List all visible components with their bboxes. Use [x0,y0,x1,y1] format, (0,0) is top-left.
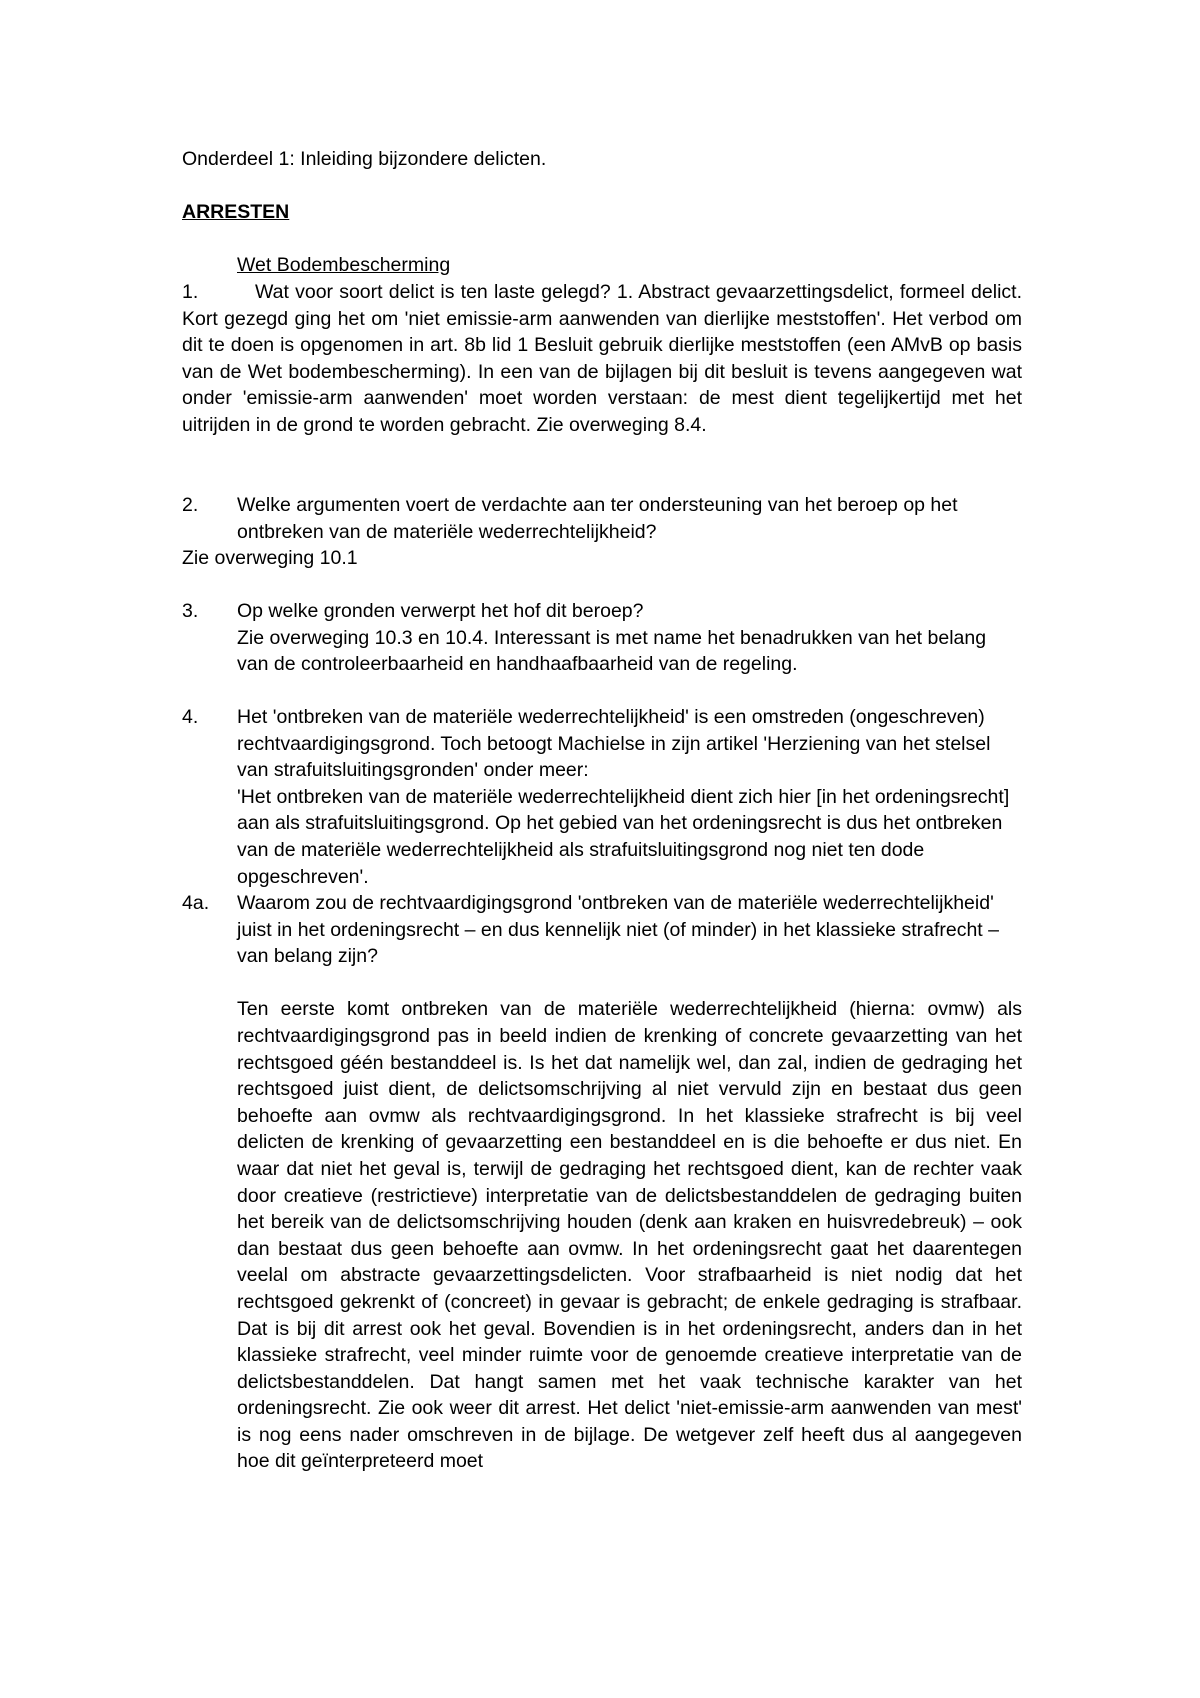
item-question: Welke argumenten voert de verdachte aan ter ondersteuning van het beroep op het ontbreken van de materiële wederrechtelijkheid? [237,494,958,543]
subheading: Wet Bodembescherming [237,254,451,276]
item-answer: Zie overweging 10.3 en 10.4. Interessant is met name het benadrukken van het belang van de controleerbaarheid en handhaafbaarheid van de regeling. [237,626,987,676]
item-number: 3. [182,600,199,622]
item-text: Het 'ontbreken van de materiële wederrechtelijkheid' is een omstreden (ongeschreven) rechtvaardigingsgrond. Toch betoogt Machielse in zijn artikel 'Herziening van het stelsel van strafuitsluitingsgronden' onder meer: [237,706,991,782]
item-number: 2. [182,494,199,516]
section-title: Onderdeel 1: Inleiding bijzondere delicten. [182,148,547,170]
item-2 [182,492,1022,572]
item-1 [182,279,1022,439]
item-number: 4. [182,706,199,728]
item-question: Waarom zou de rechtvaardigingsgrond 'ontbreken van de materiële wederrechtelijkheid' juist in het ordeningsrecht – en dus kennelijk niet (of minder) in het klassieke strafrecht – van belang zijn? [237,892,999,968]
item-question: Op welke gronden verwerpt het hof dit beroep? [237,600,644,622]
item-3 [182,598,1022,678]
item-quote: 'Het ontbreken van de materiële wederrechtelijkheid dient zich hier [in het ordeningsrecht] aan als strafuitsluitingsgrond. Op het gebied van het ordeningsrecht is dus het ontbreken van de materiële wederrechtelijkheid als strafuitsluitingsgrond nog niet ten dode opgeschreven'. [237,785,1010,888]
item-4 [182,704,1022,890]
item-number: 1. [182,281,199,303]
item-number: 4a. [182,892,210,914]
item-answer: Ten eerste komt ontbreken van de materiële wederrechtelijkheid (hierna: ovmw) als rechtvaardigingsgrond pas in beeld indien de krenking of concrete gevaarzetting van het rechtsgoed géén bestanddeel is. Is het dat namelijk wel, dan zal, indien de gedraging het rechtsgoed juist dient, de delictsomschrijving al niet vervuld zijn en bestaat dus geen behoefte aan ovmw als rechtvaardigingsgrond. In het klassieke strafrecht is bij veel delicten de krenking of gevaarzetting een bestanddeel en is die behoefte er dus niet. En waar dat niet het geval is, terwijl de gedraging het rechtsgoed dient, kan de rechter vaak door creatieve (restrictieve) interpretatie van de delictsbestanddelen de gedraging buiten het bereik van de delictsomschrijving houden (denk aan kraken en huisvredebreuk) – ook dan bestaat dus geen behoefte aan ovmw. In het ordeningsrecht gaat het daarentegen veelal om abstracte gevaarzettingsdelicten. Voor strafbaarheid is niet nodig dat het rechtsgoed gekrenkt of (concreet) in gevaar is gebracht; de enkele gedraging is strafbaar. Dat is bij dit arrest ook het geval. Bovendien is in het ordeningsrecht, anders dan in het klassieke strafrecht, veel minder ruimte voor de genoemde creatieve interpretatie van de delictsbestanddelen. Dat hangt samen met het vaak technische karakter van het ordeningsrecht. Zie ook weer dit arrest. Het delict 'niet-emissie-arm aanwenden van mest' is nog eens nader omschreven in de bijlage. De wetgever zelf heeft dus al aangegeven hoe dit geïnterpreteerd moet [237,998,1022,1473]
item-4a [182,890,1022,1475]
heading: ARRESTEN [182,201,290,223]
item-answer: Zie overweging 10.1 [182,547,358,570]
item-text: Wat voor soort delict is ten laste gelegd? 1. Abstract gevaarzettingsdelict, formeel delict. Kort gezegd ging het om 'niet emissie-arm aanwenden van dierlijke meststoffen'. Het verbod om dit te doen is opgenomen in art. 8b lid 1 Besluit gebruik dierlijke meststoffen (een AMvB op basis van de Wet bodembescherming). In een van de bijlagen bij dit besluit is tevens aangegeven wat onder 'emissie-arm aanwenden' moet worden verstaan: de mest dient tegelijkertijd met het uitrijden in de grond te worden gebracht. Zie overweging 8.4. [182,281,1022,436]
